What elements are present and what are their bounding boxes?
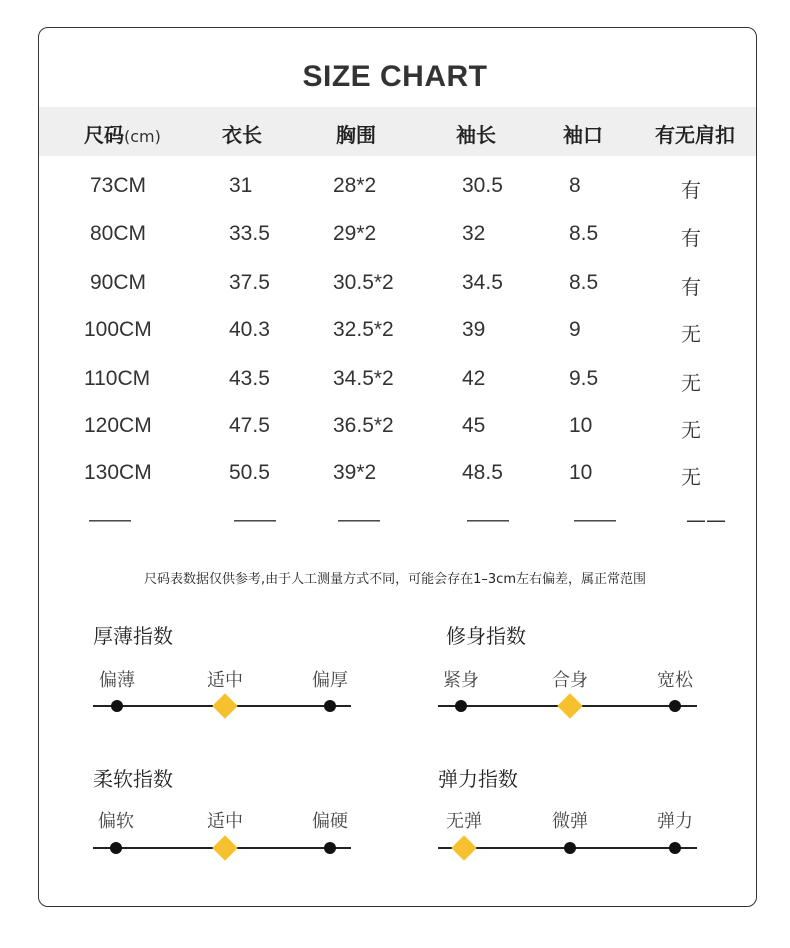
table-cell: 10 bbox=[569, 461, 593, 484]
table-cell: 39*2 bbox=[333, 461, 377, 484]
index-option-label: 适中 bbox=[207, 670, 243, 691]
table-cell: 有 bbox=[681, 226, 701, 250]
table-cell: 有 bbox=[681, 275, 701, 299]
scale-dot-icon bbox=[111, 700, 123, 712]
table-cell: 80CM bbox=[90, 222, 147, 245]
table-cell: 30.5*2 bbox=[333, 271, 394, 294]
header-chest: 胸围 bbox=[336, 123, 376, 147]
index-option-label: 偏厚 bbox=[312, 670, 348, 691]
index-option-label: 偏薄 bbox=[99, 670, 135, 691]
index-title: 修身指数 bbox=[446, 624, 526, 648]
table-cell: 90CM bbox=[90, 271, 147, 294]
header-length: 衣长 bbox=[222, 123, 262, 147]
index-option-label: 偏软 bbox=[98, 811, 134, 832]
table-cell: 42 bbox=[462, 367, 486, 390]
table-cell: —— bbox=[686, 508, 726, 532]
scale-dot-icon bbox=[669, 700, 681, 712]
table-cell: 31 bbox=[229, 174, 253, 197]
table-cell: 8.5 bbox=[569, 222, 599, 245]
table-cell: 120CM bbox=[84, 414, 152, 437]
table-cell: 8.5 bbox=[569, 271, 599, 294]
table-cell: 36.5*2 bbox=[333, 414, 394, 437]
table-cell: 无 bbox=[681, 465, 701, 489]
index-title: 弹力指数 bbox=[438, 767, 518, 791]
table-cell: 110CM bbox=[84, 367, 151, 390]
table-cell: 32 bbox=[462, 222, 486, 245]
table-cell: 33.5 bbox=[229, 222, 270, 245]
table-cell: 34.5 bbox=[462, 271, 503, 294]
table-cell: 43.5 bbox=[229, 367, 270, 390]
table-cell: —— bbox=[338, 508, 380, 531]
index-option-label: 合身 bbox=[552, 670, 588, 691]
table-cell: 50.5 bbox=[229, 461, 270, 484]
table-cell: 47.5 bbox=[229, 414, 270, 437]
table-cell: 有 bbox=[681, 178, 701, 202]
table-cell: 39 bbox=[462, 318, 486, 341]
table-cell: 29*2 bbox=[333, 222, 377, 245]
index-option-label: 弹力 bbox=[657, 811, 693, 832]
scale-dot-icon bbox=[324, 842, 336, 854]
table-cell: 48.5 bbox=[462, 461, 503, 484]
index-option-label: 适中 bbox=[207, 811, 243, 832]
table-cell: —— bbox=[234, 508, 276, 531]
table-cell: 30.5 bbox=[462, 174, 503, 197]
scale-dot-icon bbox=[324, 700, 336, 712]
table-cell: —— bbox=[89, 508, 131, 531]
index-option-label: 微弹 bbox=[552, 811, 588, 832]
table-cell: 9.5 bbox=[569, 367, 599, 390]
table-cell: 130CM bbox=[84, 461, 152, 484]
table-cell: 37.5 bbox=[229, 271, 270, 294]
index-option-label: 紧身 bbox=[443, 670, 479, 691]
table-cell: —— bbox=[467, 508, 509, 531]
header-shoulder-button: 有无肩扣 bbox=[655, 123, 735, 147]
table-cell: —— bbox=[574, 508, 616, 531]
header-size: 尺码(cm) bbox=[84, 123, 161, 147]
header-sleeve-length: 袖长 bbox=[456, 123, 496, 147]
index-title: 柔软指数 bbox=[93, 767, 173, 791]
header-cuff: 袖口 bbox=[563, 123, 603, 147]
table-cell: 45 bbox=[462, 414, 486, 437]
scale-dot-icon bbox=[669, 842, 681, 854]
index-option-label: 偏硬 bbox=[312, 811, 348, 832]
table-cell: 100CM bbox=[84, 318, 152, 341]
table-cell: 40.3 bbox=[229, 318, 270, 341]
table-cell: 73CM bbox=[90, 174, 147, 197]
table-cell: 无 bbox=[681, 371, 701, 395]
scale-dot-icon bbox=[110, 842, 122, 854]
table-cell: 32.5*2 bbox=[333, 318, 394, 341]
scale-dot-icon bbox=[455, 700, 467, 712]
index-title: 厚薄指数 bbox=[93, 624, 173, 648]
index-option-label: 无弹 bbox=[446, 811, 482, 832]
table-cell: 28*2 bbox=[333, 174, 377, 197]
index-option-label: 宽松 bbox=[657, 670, 693, 691]
table-cell: 无 bbox=[681, 322, 701, 346]
table-cell: 34.5*2 bbox=[333, 367, 394, 390]
page-title: SIZE CHART bbox=[302, 60, 488, 93]
scale-dot-icon bbox=[564, 842, 576, 854]
table-cell: 无 bbox=[681, 418, 701, 442]
table-cell: 8 bbox=[569, 174, 581, 197]
table-cell: 9 bbox=[569, 318, 581, 341]
measurement-note: 尺码表数据仅供参考,由于人工测量方式不同，可能会存在1–3cm左右偏差，属正常范围 bbox=[144, 572, 646, 587]
table-cell: 10 bbox=[569, 414, 593, 437]
